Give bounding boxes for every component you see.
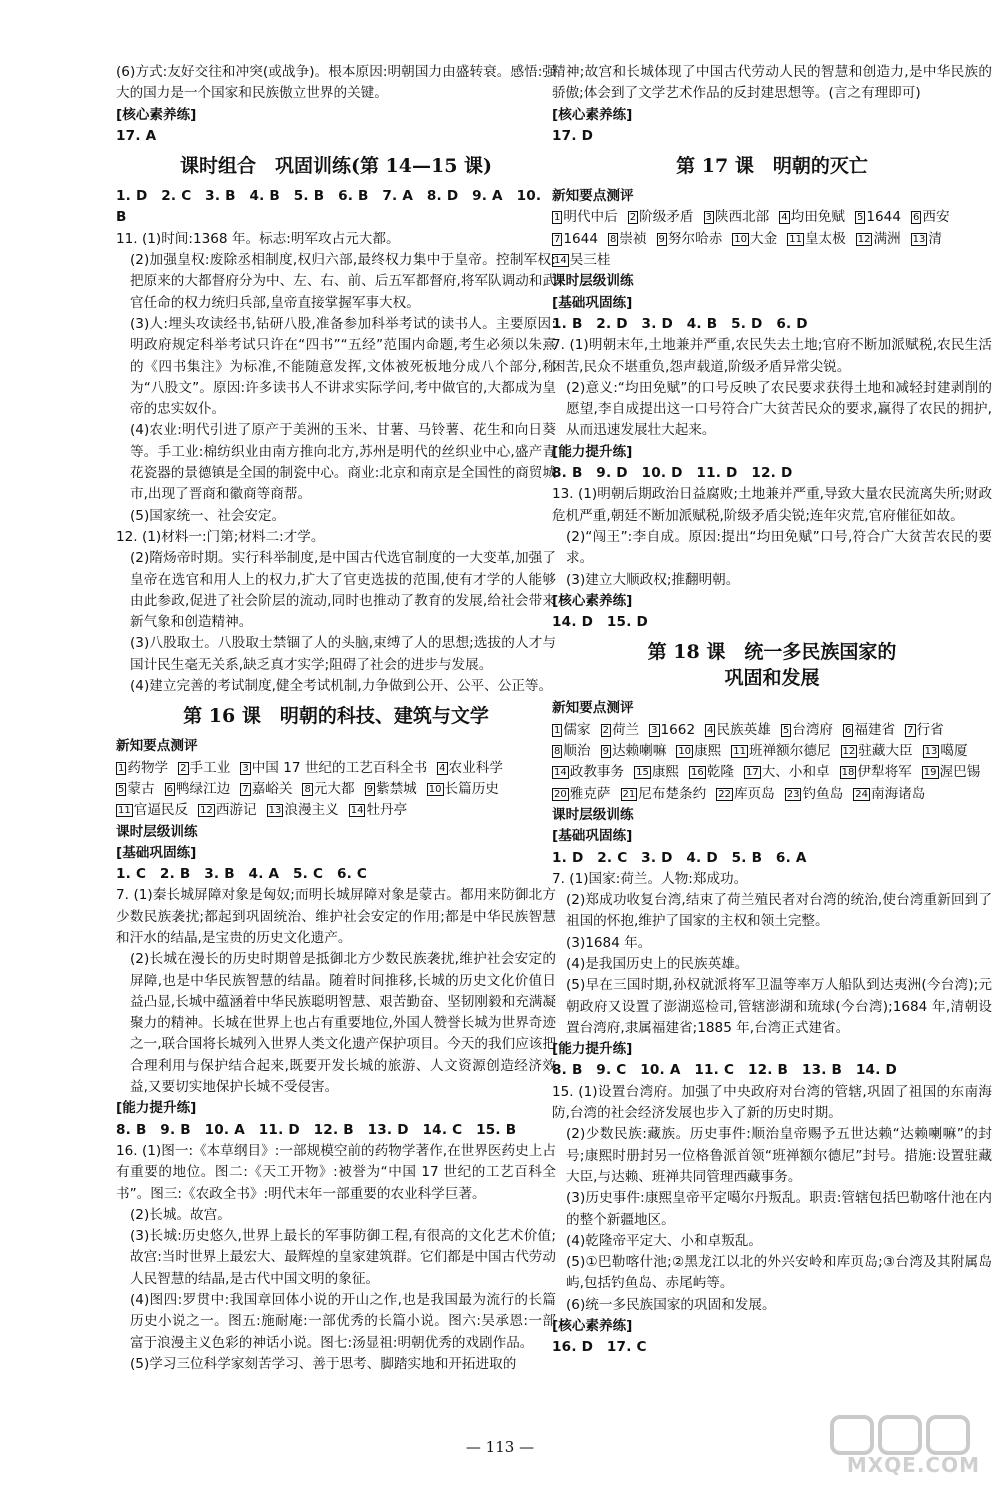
- key-point-item: [649, 720, 695, 741]
- answer-subparagraph: (5)早在三国时期,孙权就派将军卫温等率万人船队到达夷洲(今台湾);元朝政府又设置了澎湖巡检司,管辖澎湖和琉球(今台湾);1684 年,清朝设置台湾府,隶属福建省;1885 年,台湾正式建省。: [566, 977, 992, 1036]
- key-points-list: [552, 720, 992, 805]
- key-point-number: 11: [733, 746, 746, 758]
- answer-subparagraph: (5)国家统一、社会安定。: [130, 507, 286, 524]
- key-point-number: 5: [857, 212, 864, 224]
- key-point-number: 14: [350, 805, 364, 817]
- key-point-item: [608, 229, 647, 250]
- key-point-item: [621, 784, 707, 805]
- key-point-text: 噶厦: [940, 743, 968, 760]
- key-point-item: [365, 779, 417, 800]
- answer-key-line: 1. C 2. B 3. B 4. A 5. C 6. C: [116, 866, 368, 883]
- key-point-item: [552, 720, 591, 741]
- section-label: 课时层级训练: [552, 273, 634, 290]
- section-label: [能力提升练]: [552, 1041, 633, 1058]
- key-point-number: 16: [691, 767, 704, 779]
- key-point-number: 19: [923, 767, 937, 779]
- key-point-number: 21: [622, 788, 636, 800]
- key-point-text: 皇太极: [804, 230, 846, 247]
- key-point-number: 2: [180, 762, 187, 774]
- key-point-item: [427, 779, 499, 800]
- key-point-text: 1644: [563, 230, 598, 247]
- answer-key-line: 1. B 2. D 3. D 4. B 5. D 6. D: [552, 315, 808, 332]
- lesson-title: 课时组合 巩固训练(第 14—15 课): [179, 155, 493, 178]
- answer-subparagraph: (2)加强皇权:废除丞相制度,权归六部,最终权力集中于皇帝。控制军权:把原来的大都督府分为中、左、右、前、后五军都督府,将军队调动和武官任命的权力统归兵部,皇帝直接掌握军事大权。: [130, 252, 556, 311]
- key-point-item: [302, 779, 354, 800]
- answer-key-line: 14. D 15. D: [552, 614, 648, 631]
- answer-key-line: 16. D 17. C: [552, 1339, 647, 1356]
- key-point-item: [198, 800, 257, 821]
- key-point-item: [116, 758, 168, 779]
- key-point-text: 满洲: [873, 230, 901, 247]
- answer-subparagraph: (4)图四:罗贯中:我国章回体小说的开山之作,也是我国最为流行的长篇历史小说之一。图五:施耐庵:一部优秀的长篇小说。图六:吴承恩:一部富于浪漫主义色彩的神话小说。图七:汤显祖:明朝优秀的戏剧作品。: [130, 1292, 556, 1351]
- key-point-text: 南海诸岛: [870, 785, 926, 802]
- key-point-item: [781, 720, 833, 741]
- key-point-text: 大金: [750, 230, 778, 247]
- key-point-number: 1: [554, 212, 561, 224]
- section-label: 新知要点测评: [552, 700, 634, 717]
- key-point-text: 政教事务: [569, 764, 625, 781]
- lesson-title: 第 17 课 明朝的灭亡: [676, 155, 868, 178]
- key-point-number: 17: [745, 767, 759, 779]
- key-point-text: 台湾府: [792, 721, 834, 738]
- key-point-item: [552, 762, 624, 783]
- key-point-number: 1: [554, 724, 561, 736]
- key-point-item: [240, 779, 292, 800]
- key-point-number: 12: [857, 233, 871, 245]
- key-point-item: [437, 758, 503, 779]
- key-point-item: [855, 207, 901, 228]
- answer-subparagraph: (2)长城。故宫。: [130, 1206, 231, 1223]
- key-point-text: 手工业: [189, 759, 231, 776]
- key-point-number: 4: [439, 762, 446, 774]
- answer-paragraph: 7. (1)秦长城屏障对象是匈奴;而明长城屏障对象是蒙古。都用来防御北方少数民族袭扰;都起到巩固统治、维护社会安定的作用;都是中华民族智慧和汗水的结晶,是宝贵的历史文化遗产。: [116, 887, 556, 946]
- key-point-item: [732, 229, 777, 250]
- key-point-item: [911, 207, 950, 228]
- section-label: [能力提升练]: [552, 443, 633, 460]
- key-point-item: [634, 762, 679, 783]
- key-point-item: [841, 741, 913, 762]
- key-point-number: 20: [554, 788, 567, 800]
- key-point-item: [552, 784, 611, 805]
- key-point-item: [843, 720, 895, 741]
- key-point-text: 1662: [660, 721, 696, 738]
- key-point-text: 渥巴锡: [939, 764, 981, 781]
- answer-subparagraph: (2)长城在漫长的历史时期曾是抵御北方少数民族袭扰,维护社会安定的屏障,也是中华民族智慧的结晶。随着时间推移,长城的历史文化价值日益凸显,长城中蕴涵着中华民族聪明智慧、艰苦勤奋、坚韧刚毅和充满凝聚力的精神。长城在世界上也占有重要地位,外国人赞誉长城为世界奇迹之一,联合国将长城列入世界人类文化遗产保护项目。今天的我们应该把合理利用与保护结合起来,既要开发长城的旅游、人文资源创造经济效益,又要切实地保护长城不受侵害。: [130, 951, 556, 1096]
- section-label: [基础巩固练]: [552, 828, 633, 845]
- key-point-number: 3: [651, 724, 658, 736]
- key-point-number: 8: [304, 783, 311, 795]
- answer-paragraph: 12. (1)材料一:门第;材料二:才学。: [116, 528, 325, 545]
- key-point-number: 5: [118, 783, 125, 795]
- key-point-text: 儒家: [563, 721, 591, 738]
- page-number: — 113 —: [465, 1438, 535, 1456]
- key-point-number: 1: [118, 762, 125, 774]
- key-point-number: 22: [718, 788, 731, 800]
- key-point-item: [853, 784, 925, 805]
- key-point-text: 民族英雄: [716, 721, 771, 738]
- lesson-title: 第 18 课 统一多民族国家的 巩固和发展: [647, 641, 897, 690]
- key-point-item: [785, 784, 844, 805]
- answer-key-line: 8. B 9. B 10. A 11. D 12. B 13. D 14. C 15. B: [116, 1121, 517, 1138]
- answer-subparagraph: (6)统一多民族国家的巩固和发展。: [566, 1296, 776, 1313]
- answer-subparagraph: (5)学习三位科学家刻苦学习、善于思考、脚踏实地和开拓进取的: [130, 1355, 517, 1372]
- key-point-number: 8: [609, 233, 617, 245]
- key-point-item: [165, 779, 231, 800]
- key-point-item: [744, 762, 830, 783]
- key-point-number: 11: [789, 233, 802, 245]
- key-point-item: [657, 229, 723, 250]
- answer-subparagraph: (2)意义:“均田免赋”的口号反映了农民要求获得土地和减轻封建剥削的愿望,李自成提出这一口号符合广大贫苦民众的要求,赢得了农民的拥护,从而迅速发展壮大起来。: [566, 379, 992, 439]
- answer-subparagraph: (5)①巴勒喀什池;②黑龙江以北的外兴安岭和库页岛;③台湾及其附属岛屿,包括钓鱼岛、赤尾屿等。: [566, 1254, 992, 1292]
- key-point-number: 13: [924, 746, 938, 758]
- key-point-item: [552, 741, 591, 762]
- key-point-text: 浪漫主义: [284, 802, 339, 819]
- key-point-text: 班禅额尔德尼: [748, 743, 831, 760]
- key-point-item: [704, 207, 770, 228]
- key-point-text: 官逼民反: [133, 802, 189, 819]
- answer-subparagraph: (3)1684 年。: [566, 934, 652, 951]
- answer-paragraph: 7. (1)国家:荷兰。人物:郑成功。: [552, 870, 748, 887]
- key-point-text: 康熙: [694, 743, 722, 760]
- key-point-item: [731, 741, 830, 762]
- key-point-number: 9: [366, 783, 373, 795]
- answer-key-line: 17. A: [116, 127, 157, 144]
- key-point-text: 蒙古: [127, 780, 155, 797]
- key-point-item: [601, 720, 640, 741]
- key-point-item: [240, 758, 427, 779]
- watermark-logo: [830, 1415, 980, 1477]
- left-column: [116, 62, 556, 1375]
- watermark-text: MXQE.COM: [846, 1453, 980, 1477]
- key-point-number: 18: [841, 767, 855, 779]
- key-point-text: 陕西北部: [714, 209, 770, 226]
- key-point-number: 24: [855, 788, 868, 800]
- answer-subparagraph: (3)建立大顺政权;推翻明朝。: [566, 571, 740, 588]
- key-point-item: [552, 229, 598, 250]
- section-label: [基础巩固练]: [552, 294, 633, 311]
- key-point-item: [840, 762, 912, 783]
- key-point-text: 尼布楚条约: [638, 785, 707, 802]
- key-point-item: [552, 250, 611, 271]
- answer-subparagraph: (3)长城:历史悠久,世界上最长的军事防御工程,有很高的文化艺术价值;故宫:当时世界上最宏大、最辉煌的皇家建筑群。它们都是中国古代劳动人民智慧的结晶,是古代中国文明的象征。: [130, 1228, 556, 1287]
- key-point-number: 5: [782, 724, 790, 736]
- key-point-number: 7: [242, 783, 249, 795]
- answer-paragraph: 15. (1)设置台湾府。加强了中央政府对台湾的管辖,巩固了祖国的东南海防,台湾的社会经济发展也步入了新的历史时期。: [552, 1083, 992, 1122]
- key-point-number: 6: [912, 212, 920, 224]
- key-point-item: [349, 800, 408, 821]
- key-point-item: [116, 800, 188, 821]
- key-point-item: [922, 762, 981, 783]
- answer-paragraph: 精神;故宫和长城体现了中国古代劳动人民的智慧和创造力,是中华民族的骄傲;体会到了文学艺术作品的反封建思想等。(言之有理即可): [552, 64, 992, 102]
- answer-subparagraph: (3)人:埋头攻读经书,钻研八股,准备参加科举考试的读书人。主要原因:明政府规定科举考试只许在“四书”“五经”范围内命题,考生必须以朱熹的《四书集注》为标准,不能随意发挥,文体被死板地分成八个部分,称为“八股文”。原因:许多读书人不讲求实际学问,考中做官的,大都成为皇帝的忠实奴仆。: [130, 315, 556, 418]
- key-point-item: [716, 784, 775, 805]
- key-point-number: 11: [118, 805, 131, 817]
- answer-key-line: 8. B 9. D 10. D 11. D 12. D: [552, 465, 793, 482]
- key-point-text: 雅克萨: [569, 785, 611, 802]
- answer-subparagraph: (3)八股取士。八股取士禁锢了人的头脑,束缚了人的思想;选拔的人才与国计民生毫无关系,缺乏真才实学;阻碍了社会的进步与发展。: [130, 635, 556, 673]
- key-point-text: 长篇历史: [444, 780, 499, 797]
- answer-key-line: 1. D 2. C 3. D 4. D 5. B 6. A: [552, 849, 807, 866]
- answer-key-line: 1. D 2. C 3. B 4. B 5. B 6. B 7. A 8. D 9. A 10. B: [116, 188, 542, 226]
- key-point-number: 10: [428, 783, 442, 795]
- key-point-item: [923, 741, 968, 762]
- key-point-number: 3: [242, 762, 249, 774]
- key-point-text: 明代中后: [563, 209, 618, 226]
- answer-subparagraph: (2)“闯王”:李自成。原因:提出“均田免赋”口号,符合广大贫苦农民的要求。: [566, 528, 992, 567]
- key-point-item: [628, 207, 694, 228]
- key-point-item: [705, 720, 771, 741]
- key-point-number: 10: [678, 746, 692, 758]
- section-label: [核心素养练]: [116, 106, 197, 123]
- answer-key-line: 8. B 9. C 10. A 11. C 12. B 13. B 14. D: [552, 1062, 897, 1079]
- key-point-text: 鸭绿江边: [175, 780, 231, 797]
- key-point-number: 4: [707, 724, 714, 736]
- key-point-number: 13: [912, 233, 926, 245]
- answer-paragraph: 16. (1)图一:《本草纲目》:一部规模空前的药物学著作,在世界医药史上占有重要的地位。图二:《天工开物》:被誉为“中国 17 世纪的工艺百科全书”。图三:《农政全书》:明代末年一部重要的农业科学巨著。: [116, 1142, 556, 1202]
- answer-subparagraph: (4)农业:明代引进了原产于美洲的玉米、甘薯、马铃薯、花生和向日葵等。手工业:棉纺织业由南方推向北方,苏州是明代的丝织业中心,盛产青花瓷器的景德镇是全国的制瓷中心。商业:北京和南京是全国性的商贸城市,出现了晋商和徽商等商帮。: [130, 422, 556, 503]
- key-point-text: 荷兰: [611, 721, 640, 738]
- key-point-text: 紫禁城: [376, 780, 417, 797]
- key-point-text: 康熙: [651, 764, 680, 781]
- key-point-number: 12: [200, 805, 213, 817]
- key-point-item: [267, 800, 339, 821]
- key-point-number: 7: [907, 724, 914, 736]
- key-point-text: 吴三桂: [569, 252, 611, 269]
- key-point-number: 23: [786, 788, 800, 800]
- key-point-number: 10: [734, 233, 748, 245]
- key-point-text: 乾隆: [706, 764, 734, 781]
- key-point-text: 达赖喇嘛: [611, 743, 667, 760]
- key-point-number: 9: [658, 233, 665, 245]
- section-label: 课时层级训练: [116, 823, 198, 840]
- section-label: [能力提升练]: [116, 1100, 197, 1117]
- key-point-text: 行省: [916, 721, 944, 738]
- lesson-title: 第 16 课 明朝的科技、建筑与文学: [183, 705, 489, 728]
- key-point-item: [689, 762, 734, 783]
- key-point-number: 2: [602, 724, 609, 736]
- right-column: [552, 62, 992, 1359]
- section-label: [核心素养练]: [552, 1318, 633, 1335]
- section-label: [核心素养练]: [552, 106, 633, 123]
- answer-paragraph: 7. (1)明朝末年,土地兼并严重,农民失去土地;官府不断加派赋税,农民生活困苦,民众不堪重负,怨声载道,阶级矛盾异常尖锐。: [552, 337, 992, 375]
- key-point-number: 14: [554, 767, 567, 779]
- key-point-text: 药物学: [127, 759, 169, 776]
- key-point-item: [116, 779, 155, 800]
- answer-subparagraph: (2)郑成功收复台湾,结束了荷兰殖民者对台湾的统治,使台湾重新回到了祖国的怀抱,维护了国家的主权和领土完整。: [566, 892, 992, 930]
- answer-key-line: 17. D: [552, 127, 594, 144]
- key-point-number: 15: [636, 767, 649, 779]
- key-point-number: 9: [602, 746, 609, 758]
- key-point-item: [856, 229, 901, 250]
- key-point-number: 12: [842, 746, 856, 758]
- key-point-number: 2: [629, 212, 637, 224]
- key-point-text: 均田免赋: [790, 209, 845, 226]
- key-point-text: 西安: [922, 209, 950, 226]
- key-point-item: [178, 758, 230, 779]
- key-point-text: 元大都: [313, 780, 355, 797]
- answer-subparagraph: (4)建立完善的考试制度,健全考试机制,力争做到公开、公平、公正等。: [130, 678, 553, 695]
- key-point-item: [787, 229, 846, 250]
- key-point-text: 阶级矛盾: [639, 209, 694, 226]
- section-label: [核心素养练]: [552, 592, 633, 609]
- key-point-number: 8: [554, 746, 561, 758]
- key-point-number: 7: [554, 233, 561, 245]
- answer-subparagraph: (2)隋炀帝时期。实行科举制度,是中国古代选官制度的一大变革,加强了皇帝在选官和用人上的权力,扩大了官吏选拔的范围,使有才学的人能够由此参政,促进了社会阶层的流动,同时也推动了教育的发展,给社会带来新气象和创造精神。: [130, 550, 556, 631]
- answer-subparagraph: (4)乾隆帝平定大、小和卓叛乱。: [566, 1232, 762, 1249]
- key-point-text: 努尔哈赤: [667, 230, 723, 247]
- key-point-number: 6: [845, 724, 852, 736]
- key-point-text: 伊犁将军: [857, 764, 912, 781]
- key-point-text: 清: [928, 230, 942, 247]
- answer-subparagraph: (3)历史事件:康熙皇帝平定噶尔丹叛乱。职责:管辖包括巴勒喀什池在内的整个新疆地区。: [566, 1190, 992, 1228]
- section-label: [基础巩固练]: [116, 844, 197, 861]
- key-point-text: 福建省: [854, 721, 896, 738]
- key-point-text: 牡丹亭: [366, 802, 408, 819]
- key-point-item: [676, 741, 721, 762]
- key-point-text: 库页岛: [733, 785, 775, 802]
- key-point-number: 4: [781, 212, 788, 224]
- answer-subparagraph: (2)少数民族:藏族。历史事件:顺治皇帝赐予五世达赖“达赖喇嘛”的封号;康熙时册封另一位格鲁派首领“班禅额尔德尼”封号。措施:设置驻藏大臣,与达赖、班禅共同管理西藏事务。: [566, 1126, 992, 1185]
- key-point-number: 6: [166, 783, 173, 795]
- key-point-text: 中国 17 世纪的工艺百科全书: [251, 759, 428, 776]
- key-point-item: [905, 720, 944, 741]
- answer-paragraph: (6)方式:友好交往和冲突(或战争)。根本原因:明朝国力由盛转衰。感悟:强大的国力是一个国家和民族傲立世界的关键。: [116, 64, 556, 102]
- key-point-text: 嘉峪关: [251, 780, 293, 797]
- answer-subparagraph: (4)是我国历史上的民族英雄。: [566, 955, 749, 972]
- key-point-item: [601, 741, 667, 762]
- key-point-number: 3: [705, 212, 712, 224]
- key-point-text: 驻藏大臣: [858, 743, 913, 760]
- key-point-text: 崇祯: [619, 230, 647, 247]
- section-label: 新知要点测评: [116, 738, 198, 755]
- key-point-item: [552, 207, 618, 228]
- key-point-text: 1644: [866, 209, 901, 226]
- key-point-text: 大、小和卓: [761, 764, 830, 781]
- answer-paragraph: 13. (1)明朝后期政治日益腐败;土地兼并严重,导致大量农民流离失所;财政危机严重,朝廷不断加派赋税,阶级矛盾尖锐;连年灾荒,官府催征如故。: [552, 486, 992, 524]
- key-points-list: [552, 207, 992, 271]
- answer-paragraph: 11. (1)时间:1368 年。标志:明军攻占元大都。: [116, 230, 400, 247]
- key-point-text: 顺治: [563, 743, 591, 760]
- key-point-item: [779, 207, 845, 228]
- key-point-text: 钓鱼岛: [802, 785, 844, 802]
- key-point-text: 西游记: [215, 802, 257, 819]
- key-point-number: 14: [554, 255, 567, 267]
- key-point-number: 13: [268, 805, 282, 817]
- key-points-list: [116, 758, 556, 822]
- key-point-text: 农业科学: [448, 759, 503, 776]
- section-label: 课时层级训练: [552, 806, 634, 823]
- section-label: 新知要点测评: [552, 188, 634, 205]
- key-point-item: [911, 229, 942, 250]
